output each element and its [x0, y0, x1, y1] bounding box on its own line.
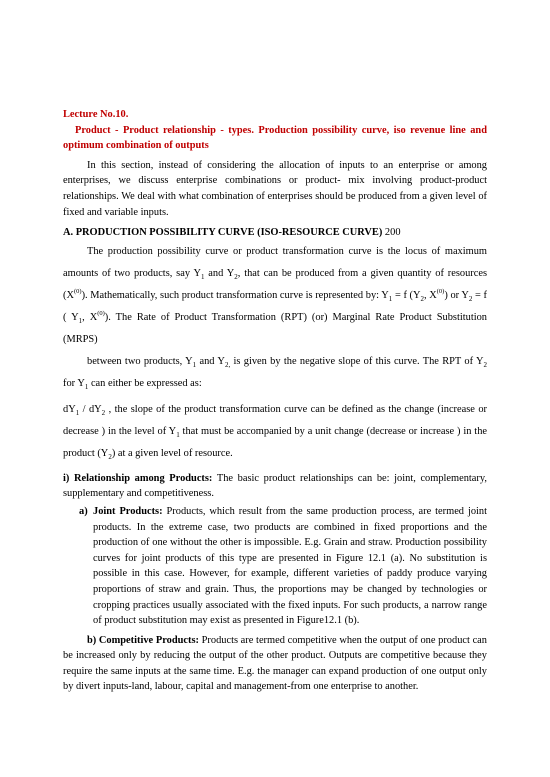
competitive-products-paragraph: b) Competitive Products: Products are termed competitive when the output of one product can be increased only by reducing the output of the other product. Outputs are competitive because they require the same inputs at the same time. E.g. the manager can expand production of one output only by divert inputs-land, labour, capital and management-from one enterprise to another. [63, 634, 487, 693]
rpt-paragraph: between two products, $Y_1$ and $Y_{2,}$ is given by the negative slope of this curve. The RPT of $Y_2$ for $Y_1$ can either be expressed as: [63, 355, 487, 391]
intro-paragraph: In this section, instead of considering the allocation of inputs to an enterprise or among enterprises, we discuss enterprise combinations or product- mix involving product-product relationships. We deal with what combination of enterprises should be produced from a given level of fixed and variable inputs. [63, 159, 487, 218]
joint-products-heading: Joint Products: [93, 505, 163, 517]
relationship-paragraph: i) Relationship among Products: The basic product relationships can be: joint, complementary, supplementary and competitiveness. [63, 472, 487, 500]
lecture-number: Lecture No.10. [63, 109, 129, 120]
section-a-title: A. PRODUCTION POSSIBILITY CURVE (ISO-RESOURCE CURVE) [63, 227, 383, 239]
lecture-title: Product - Product relationship - types. Production possibility curve, iso revenue line and optimum combination of outputs [63, 124, 487, 152]
document-page [63, 107, 487, 695]
slope-paragraph: $dY_1 / dY_2$ , the slope of the product transformation curve can be defined as the change (increase or decrease ) in the level of $Y_1$ that must be accompanied by a unit change (decrease or increase ) in the product $(Y_2)$ at a given level of resource. [63, 403, 487, 461]
joint-products-item: a) Joint Products: Products, which result from the same production process, are termed joint products. In the extreme case, two products are combined in fixed proportions and the production of one without the other is impossible. E.g. Grain and straw. Production possibility curves for joint products of this type are presented in Figure 12.1 (a). No substitution is possible in this case. However, for example, different varieties of paddy produce varying proportions of straw and grain. Thus, the proportions may be changed by technologies or cropping practices usually associated with the fixed inputs. For such products, a narrow range of product substitution may exist as presented in Figure12.1 (b). [79, 505, 487, 627]
item-label-a: a) [79, 505, 88, 517]
relationship-heading: i) Relationship among Products: [63, 472, 213, 484]
competitive-products-heading: b) Competitive Products: [87, 634, 199, 646]
ppc-paragraph: The production possibility curve or product transformation curve is the locus of maximum amounts of two products, say $Y_1$ and $Y_2$, that can be produced from a given quantity of resources $(X^{(0)})$. Mathematically, such product transformation curve is represented by: $Y_1 = f$ ($Y_2$, $X^{(0)}$) or $Y_2 = f$ ( $Y_1$, $X^{(0)}$). The Rate of Product Transformation (RPT) (or) Marginal Rate Product Substitution (MRPS) [63, 245, 487, 345]
section-a-heading [63, 225, 487, 241]
section-a-page-ref: 200 [384, 227, 401, 239]
